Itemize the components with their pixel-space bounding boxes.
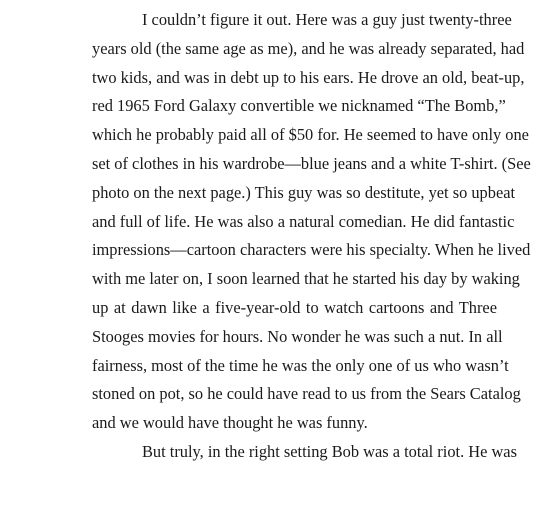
text-line: and we would have thought he was funny. xyxy=(92,413,368,433)
text-line: stoned on pot, so he could have read to us from the Sears Catalog xyxy=(92,384,521,404)
text-line: set of clothes in his wardrobe—blue jeans and a white T-shirt. (See xyxy=(92,153,531,173)
text-line: with me later on, I soon learned that he started his day by waking xyxy=(92,269,520,289)
text-line: years old (the same age as me), and he was already separated, had xyxy=(92,38,525,58)
text-line: But truly, in the right setting Bob was a total riot. He was xyxy=(142,441,517,461)
text-line: two kids, and was in debt up to his ears. He drove an old, beat-up, xyxy=(92,67,525,87)
text-line: and full of life. He was also a natural comedian. He did fantastic xyxy=(92,211,515,231)
document-page xyxy=(42,6,531,467)
text-line: impressions—cartoon characters were his specialty. When he lived xyxy=(92,240,531,260)
text-line: photo on the next page.) This guy was so destitute, yet so upbeat xyxy=(92,182,516,202)
text-line: up at dawn like a five-year-old to watch cartoons and Three xyxy=(92,297,497,317)
paragraph-1 xyxy=(42,6,531,438)
text-line: fairness, most of the time he was the only one of us who wasn’t xyxy=(92,355,509,375)
text-line: red 1965 Ford Galaxy convertible we nicknamed “The Bomb,” xyxy=(92,96,506,116)
paragraph-2 xyxy=(42,438,517,467)
text-line: I couldn’t figure it out. Here was a guy just twenty-three xyxy=(142,10,512,29)
text-line: which he probably paid all of $50 for. He seemed to have only one xyxy=(92,125,529,145)
text-line: Stooges movies for hours. No wonder he was such a nut. In all xyxy=(92,326,503,346)
